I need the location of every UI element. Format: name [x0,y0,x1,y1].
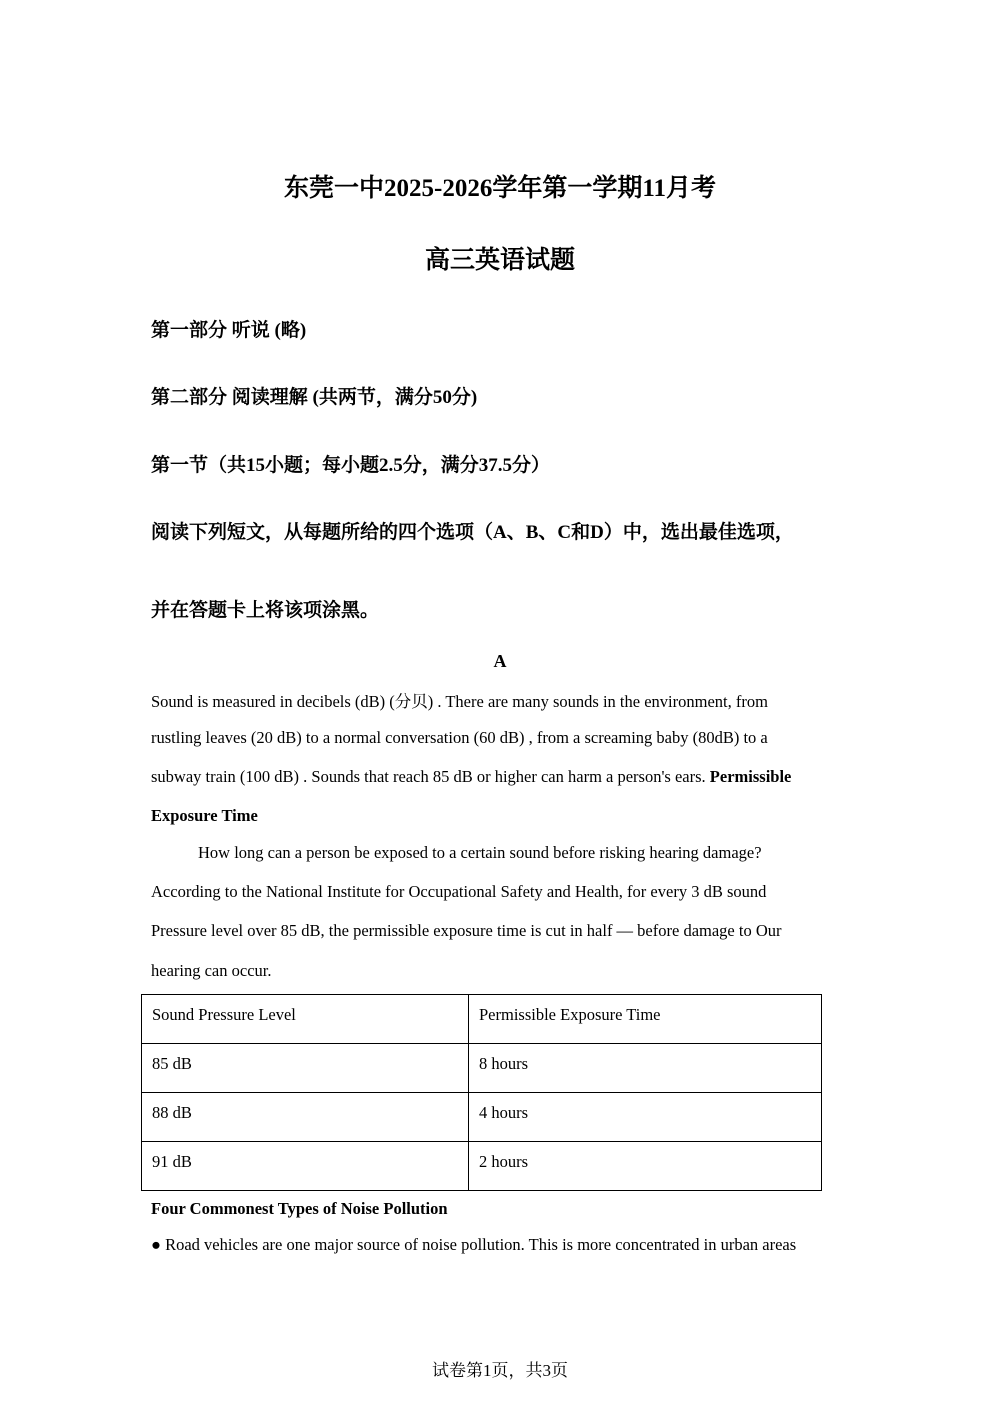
exam-subtitle: 高三英语试题 [424,247,575,274]
section-heading: Four Commonest Types of Noise Pollution [151,1199,448,1218]
section-heading-inline: Permissible [709,767,792,786]
table-cell: 2 hours [469,1142,822,1191]
table-cell: 4 hours [469,1093,822,1142]
instruction-line-1: 阅读下列短文，从每题所给的四个选项（A、B、C和D）中，选出最佳选项， [151,522,794,543]
part1-heading: 第一部分 听说 (略) [151,320,307,341]
section1-heading: 第一节（共15小题；每小题2.5分，满分37.5分） [151,455,551,476]
table-header-cell: Sound Pressure Level [142,995,469,1044]
table-cell: 8 hours [469,1044,822,1093]
table-cell: 91 dB [142,1142,469,1191]
paragraph-line: Sound is measured in decibels (dB) (分贝) . There are many sounds in the environment, from [151,692,768,711]
table-row [142,1142,822,1191]
passage-label: A [493,651,507,671]
exam-title: 东莞一中2025-2026学年第一学期11月考 [284,175,716,202]
paragraph-line: According to the National Institute for Occupational Safety and Health, for every 3 dB sound [151,882,767,901]
paragraph-text: subway train (100 dB) . Sounds that reach 85 dB or higher can harm a person's ears. [151,767,706,786]
table-header-cell: Permissible Exposure Time [469,995,822,1044]
instruction-line-2: 并在答题卡上将该项涂黑。 [151,600,380,621]
bullet-text: Road vehicles are one major source of noise pollution. This is more concentrated in urban areas [165,1235,797,1254]
paragraph-line: hearing can occur. [151,961,272,980]
paragraph-line [151,767,791,787]
paragraph-line: How long can a person be exposed to a certain sound before risking hearing damage? [198,843,762,862]
part2-heading: 第二部分 阅读理解 (共两节，满分50分) [151,387,478,408]
page-footer: 试卷第1页，共3页 [432,1361,568,1380]
table-row [142,1044,822,1093]
bullet-item [151,1235,796,1255]
bullet-icon: ● [151,1235,161,1254]
table-cell: 85 dB [142,1044,469,1093]
paragraph-line: Pressure level over 85 dB, the permissible exposure time is cut in half — before damage to Our [151,921,782,940]
table-header-row [142,995,822,1044]
paragraph-line: rustling leaves (20 dB) to a normal conversation (60 dB) , from a screaming baby (80dB) to a [151,728,768,747]
table-row [142,1093,822,1142]
exposure-table [141,994,822,1191]
table-cell: 88 dB [142,1093,469,1142]
section-heading: Exposure Time [151,806,258,825]
